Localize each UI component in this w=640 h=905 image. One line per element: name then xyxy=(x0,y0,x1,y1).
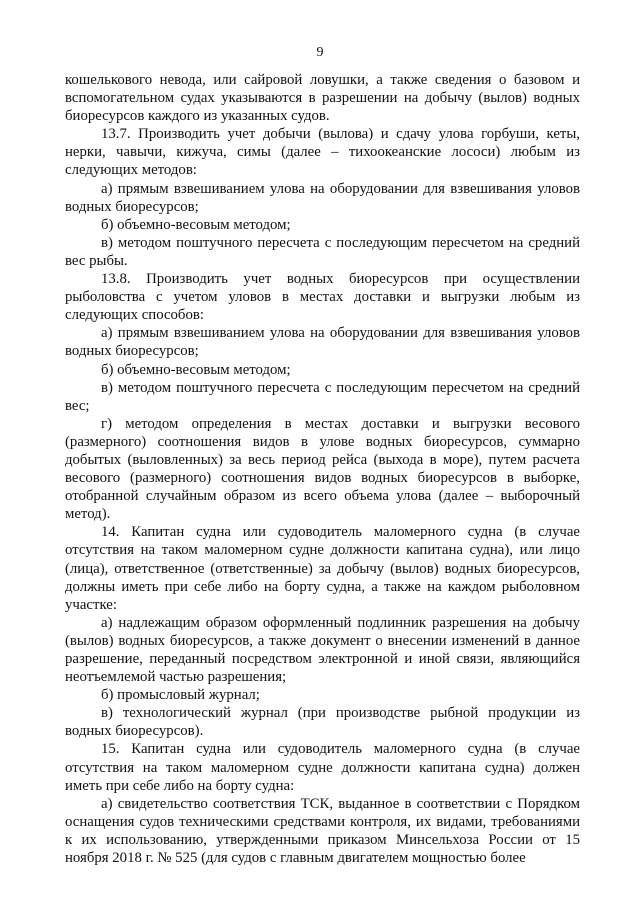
paragraph-14-a: а) надлежащим образом оформленный подлинник разрешения на добычу (вылов) водных биоресурсов, а также документ о внесении изменений в данное разрешение, переданный посредством электронной и иной связи, являющийся неотъемлемой частью разрешения; xyxy=(65,614,580,686)
paragraph-14: 14. Капитан судна или судоводитель маломерного судна (в случае отсутствия на таком маломерном судне должности капитана судна), или лицо (лица), ответственное (ответственные) за добычу (вылов) водных биоресурсов, должны иметь при себе либо на борту судна, а также на каждом рыболовном участке: xyxy=(65,524,580,613)
page-number: 9 xyxy=(316,45,324,60)
paragraph-13-8-b: б) объемно-весовым методом; xyxy=(101,361,291,378)
paragraph-13-7-a: а) прямым взвешиванием улова на оборудовании для взвешивания уловов водных биоресурсов; xyxy=(65,180,580,215)
paragraph-13-8-v: в) методом поштучного пересчета с последующим пересчетом на средний вес; xyxy=(65,379,580,414)
paragraph-continuation: кошелькового невода, или сайровой ловушки, а также сведения о базовом и вспомогательном судах указываются в разрешении на добычу (вылов) водных биоресурсов каждого из указанных судов. xyxy=(65,72,580,125)
paragraph-13-8: 13.8. Производить учет водных биоресурсов при осуществлении рыболовства с учетом уловов в местах доставки и выгрузки любым из следующих способов: xyxy=(65,271,580,324)
paragraph-13-7-b: б) объемно-весовым методом; xyxy=(101,216,291,233)
document-body xyxy=(65,71,580,867)
paragraph-14-v: в) технологический журнал (при производстве рыбной продукции из водных биоресурсов). xyxy=(65,705,580,740)
paragraph-13-7: 13.7. Производить учет добычи (вылова) и сдачу улова горбуши, кеты, нерки, чавычи, кижуча, симы (далее – тихоокеанские лососи) любым из следующих методов: xyxy=(65,126,580,179)
paragraph-13-8-g: г) методом определения в местах доставки и выгрузки весового (размерного) соотношения видов в улове водных биоресурсов, суммарно добытых (выловленных) за весь период рейса (выхода в море), путем расчета весового (размерного) соотношения видов водных биоресурсов в выборке, отобранной случайным образом из всего объема улова (далее – выборочный метод). xyxy=(65,415,580,523)
paragraph-15: 15. Капитан судна или судоводитель маломерного судна (в случае отсутствия на таком маломерном судне должности капитана судна) должен иметь при себе либо на борту судна: xyxy=(65,741,580,794)
paragraph-13-7-v: в) методом поштучного пересчета с последующим пересчетом на средний вес рыбы. xyxy=(65,234,580,269)
paragraph-13-8-a: а) прямым взвешиванием улова на оборудовании для взвешивания уловов водных биоресурсов; xyxy=(65,325,580,360)
paragraph-15-a: а) свидетельство соответствия ТСК, выданное в соответствии с Порядком оснащения судов техническими средствами контроля, их видами, требованиями к их использованию, утвержденными приказом Минсельхоза России от 15 ноября 2018 г. № 525 (для судов с главным двигателем мощностью более xyxy=(65,795,580,867)
paragraph-14-b: б) промысловый журнал; xyxy=(101,687,260,704)
